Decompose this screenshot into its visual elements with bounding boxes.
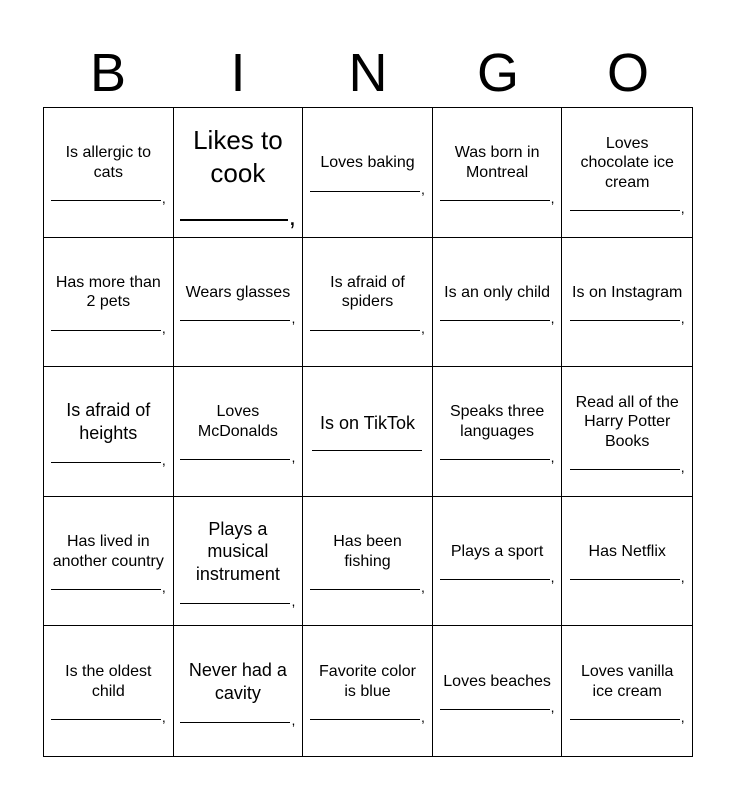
blank-line	[51, 320, 161, 331]
blank-comma: ,	[680, 200, 685, 217]
blank-comma: ,	[421, 709, 425, 726]
name-blank[interactable]	[51, 317, 166, 336]
blank-line	[310, 320, 420, 331]
cell-prompt: Is on TikTok	[319, 413, 416, 434]
bingo-header	[43, 40, 693, 106]
name-blank[interactable]	[310, 706, 425, 726]
bingo-cell[interactable]	[433, 497, 563, 627]
cell-prompt: Is an only child	[444, 283, 551, 301]
blank-line	[310, 709, 420, 720]
cell-prompt: Loves McDonalds	[197, 403, 278, 440]
blank-comma: ,	[680, 310, 685, 327]
name-blank[interactable]	[51, 187, 166, 207]
blank-comma: ,	[291, 712, 296, 729]
blank-comma: ,	[550, 569, 555, 586]
name-blank[interactable]	[310, 576, 425, 596]
bingo-cell[interactable]	[433, 238, 563, 368]
blank-line	[440, 569, 550, 580]
blank-line	[51, 709, 161, 720]
blank-comma: ,	[161, 319, 166, 336]
bingo-cell[interactable]	[174, 626, 304, 756]
cell-prompt: Plays a sport	[450, 542, 544, 560]
name-blank[interactable]	[180, 590, 296, 610]
cell-prompt: Has lived in another country	[52, 533, 164, 570]
name-blank[interactable]	[51, 449, 166, 469]
blank-comma: ,	[161, 452, 166, 469]
cell-prompt: Has been fishing	[333, 533, 402, 570]
cell-prompt: Is on Instagram	[572, 283, 683, 301]
blank-comma: ,	[680, 459, 685, 476]
cell-prompt: Was born in Montreal	[454, 144, 540, 181]
blank-line	[440, 190, 550, 201]
blank-comma: ,	[550, 190, 555, 207]
blank-line	[570, 569, 680, 580]
blank-comma: ,	[680, 569, 685, 586]
name-blank[interactable]	[51, 706, 166, 726]
cell-prompt: Loves chocolate ice cream	[580, 134, 674, 191]
name-blank[interactable]	[570, 197, 685, 217]
cell-prompt: Read all of the Harry Potter Books	[575, 393, 679, 450]
blank-comma: ,	[161, 579, 166, 596]
bingo-cell[interactable]	[174, 238, 304, 368]
blank-comma: ,	[161, 709, 166, 726]
blank-line	[312, 440, 422, 451]
cell-prompt: Loves vanilla ice cream	[580, 663, 674, 700]
name-blank[interactable]	[570, 566, 685, 586]
blank-line	[180, 197, 288, 221]
name-blank[interactable]	[180, 446, 296, 466]
header-letter-o: O	[606, 43, 649, 103]
cell-prompt: Speaks three languages	[449, 403, 545, 440]
header-letter-n: N	[348, 43, 388, 103]
blank-comma: ,	[291, 310, 296, 327]
cell-prompt: Is the oldest child	[65, 663, 152, 700]
cell-prompt: Is afraid of heights	[66, 400, 151, 443]
cell-prompt: Plays a musical instrument	[195, 518, 280, 584]
blank-line	[51, 579, 161, 590]
name-blank[interactable]	[312, 440, 423, 451]
blank-line	[440, 310, 550, 321]
header-letter-i: I	[230, 43, 246, 103]
cell-prompt: Has more than 2 pets	[55, 273, 161, 311]
blank-comma: ,	[421, 579, 425, 596]
bingo-cell[interactable]	[44, 108, 174, 238]
blank-line	[180, 449, 290, 460]
bingo-cell[interactable]	[44, 497, 174, 627]
header-letter-b: B	[89, 43, 127, 103]
blank-comma: ,	[421, 319, 425, 336]
bingo-cell[interactable]	[433, 367, 563, 497]
bingo-cell[interactable]	[303, 108, 433, 238]
name-blank[interactable]	[51, 576, 166, 596]
cell-prompt: Never had a cavity	[188, 660, 287, 703]
blank-line	[570, 459, 680, 470]
blank-comma: ,	[291, 593, 296, 610]
bingo-cell[interactable]	[433, 108, 563, 238]
blank-line	[570, 310, 680, 321]
bingo-cell[interactable]	[303, 238, 433, 368]
blank-line	[440, 449, 550, 460]
name-blank[interactable]	[310, 317, 425, 336]
bingo-board	[43, 107, 693, 757]
bingo-cell[interactable]	[562, 367, 692, 497]
bingo-cell[interactable]	[174, 108, 304, 238]
bingo-cell[interactable]	[303, 497, 433, 627]
name-blank[interactable]	[440, 566, 555, 586]
name-blank[interactable]	[440, 446, 555, 466]
header-letter-g: G	[476, 43, 519, 103]
blank-comma: ,	[680, 709, 685, 726]
blank-line	[440, 699, 550, 710]
blank-line	[51, 190, 161, 201]
cell-prompt: Loves beaches	[443, 672, 551, 690]
cell-prompt: Loves baking	[320, 154, 415, 172]
name-blank[interactable]	[180, 709, 296, 729]
blank-line	[180, 712, 290, 723]
bingo-cell[interactable]	[174, 367, 304, 497]
name-blank[interactable]	[440, 187, 555, 207]
cell-prompt: Is allergic to cats	[65, 144, 151, 181]
cell-prompt: Favorite color is blue	[319, 663, 416, 700]
bingo-cell[interactable]	[303, 626, 433, 756]
blank-line	[180, 593, 290, 604]
blank-comma: ,	[550, 310, 555, 327]
blank-comma: ,	[550, 699, 555, 716]
blank-line	[570, 709, 680, 720]
blank-line	[180, 310, 290, 321]
name-blank[interactable]	[570, 706, 685, 726]
bingo-cell[interactable]	[174, 497, 304, 627]
blank-line	[570, 200, 680, 211]
blank-comma: ,	[421, 180, 425, 197]
blank-comma: ,	[291, 449, 296, 466]
name-blank[interactable]	[570, 456, 685, 476]
cell-prompt: Wears glasses	[185, 283, 291, 301]
cell-prompt: Likes to cook	[193, 124, 283, 188]
bingo-cell[interactable]	[44, 367, 174, 497]
name-blank[interactable]	[440, 307, 555, 327]
bingo-cell[interactable]	[562, 238, 692, 368]
name-blank[interactable]	[570, 307, 685, 327]
bingo-cell[interactable]	[303, 367, 433, 497]
bingo-cell[interactable]	[562, 497, 692, 627]
blank-comma: ,	[288, 200, 297, 231]
bingo-cell[interactable]	[433, 626, 563, 756]
name-blank[interactable]	[180, 307, 296, 327]
blank-line	[310, 579, 420, 590]
bingo-cell[interactable]	[562, 108, 692, 238]
name-blank[interactable]	[180, 195, 297, 231]
blank-comma: ,	[161, 190, 166, 207]
blank-line	[310, 181, 420, 192]
cell-prompt: Is afraid of spiders	[330, 273, 405, 311]
name-blank[interactable]	[310, 178, 425, 197]
bingo-cell[interactable]	[562, 626, 692, 756]
blank-line	[51, 452, 161, 463]
blank-comma: ,	[550, 449, 555, 466]
cell-prompt: Has Netflix	[588, 542, 666, 560]
bingo-cell[interactable]	[44, 238, 174, 368]
bingo-cell[interactable]	[44, 626, 174, 756]
name-blank[interactable]	[440, 696, 555, 716]
